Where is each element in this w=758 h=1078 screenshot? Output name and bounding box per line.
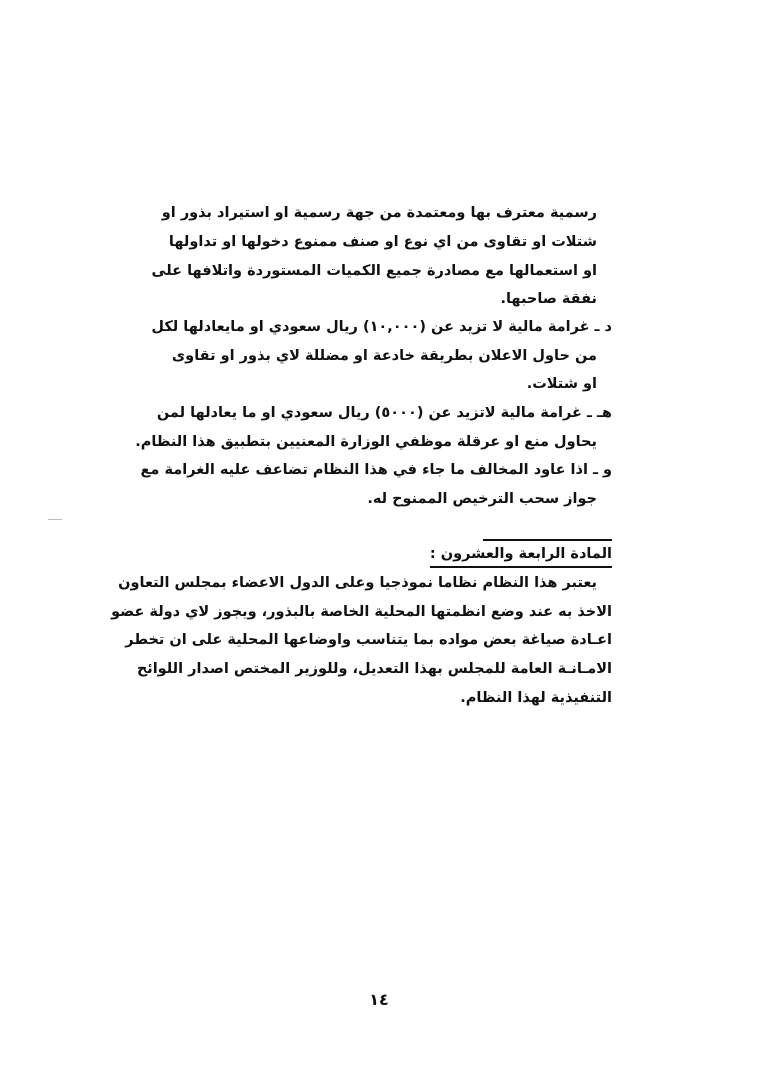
list-item-d-line: من حاول الاعلان بطريقة خادعة او مضللة لاي بذور او تقاوى [171, 348, 597, 364]
section-divider [483, 539, 612, 541]
paragraph-line: او استعمالها مع مصادرة جميع الكميات المستوردة واتلافها على [151, 263, 597, 279]
list-item-h-line: يحاول منع او عرقلة موظفي الوزارة المعنيين بتطبيق هذا النظام. [135, 434, 597, 450]
scan-mark [48, 519, 62, 520]
list-item-d-line: او شتلات. [526, 376, 597, 392]
list-item-d: د ـ غرامة مالية لا تزيد عن (١٠,٠٠٠) ريال سعودي او مايعادلها لكل [151, 319, 612, 335]
page-number: ١٤ [369, 990, 389, 1009]
article-line: اعـادة صياغة بعض مواده بما يتناسب واوضاعها المحلية على ان تخطر [125, 632, 612, 648]
article-line: يعتبر هذا النظام نظاما نموذجيا وعلى الدول الاعضاء بمجلس التعاون [118, 575, 597, 591]
list-item-w-line: جواز سحب الترخيص الممنوح له. [367, 491, 597, 507]
article-line: التنفيذية لهذا النظام. [460, 690, 612, 706]
article-line: الامـانـة العامة للمجلس بهذا التعديل، وللوزير المختص اصدار اللوائح [136, 661, 612, 677]
article-line: الاخذ به عند وضع انظمتها المحلية الخاصة بالبذور، ويجوز لاي دولة عضو [111, 604, 612, 620]
list-item-w: و ـ اذا عاود المخالف ما جاء في هذا النظام تضاعف عليه الغرامة مع [140, 462, 612, 478]
list-item-h: هـ ـ غرامة مالية لاتزيد عن (٥٠٠٠) ريال سعودي او ما يعادلها لمن [156, 405, 612, 421]
paragraph-line: نفقة صاحبها. [500, 291, 597, 307]
paragraph-line: شتلات او تقاوى من اي نوع او صنف ممنوع دخولها او تداولها [168, 234, 597, 250]
article-heading: المادة الرابعة والعشرون : [430, 544, 612, 568]
paragraph-line: رسمية معترف بها ومعتمدة من جهة رسمية او استيراد بذور او [161, 205, 597, 221]
